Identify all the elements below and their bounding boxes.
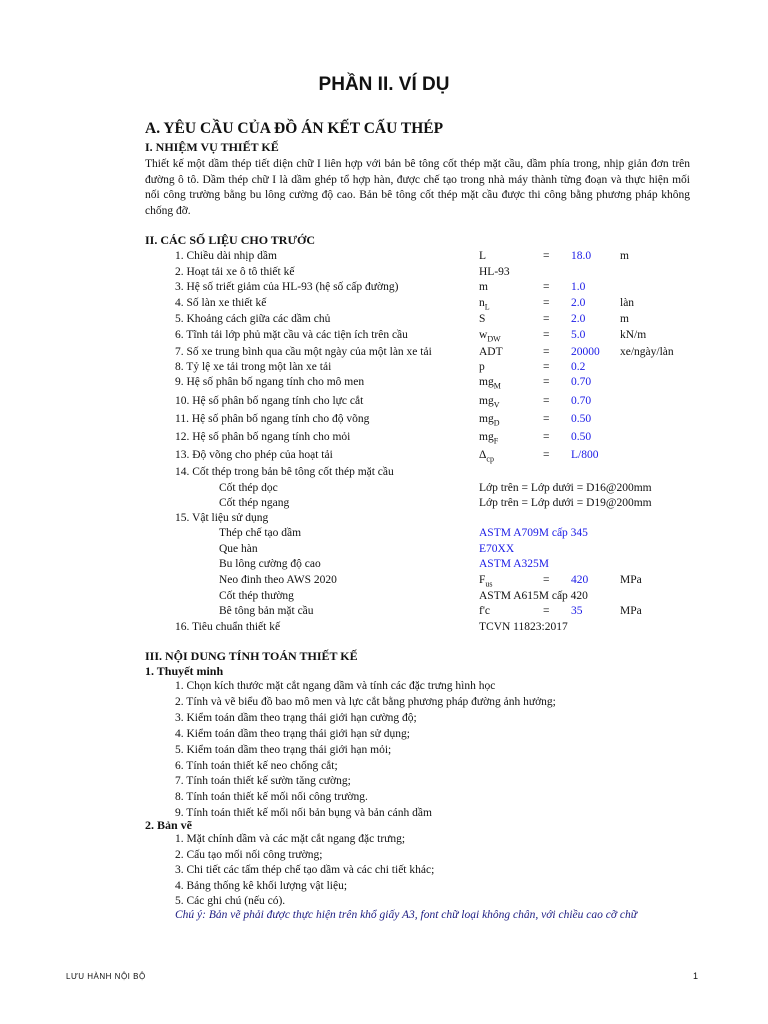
param-name: 6. Tĩnh tải lớp phủ mặt cầu và các tiện ích trên cầu [175, 329, 408, 341]
equals-sign: = [543, 313, 550, 325]
equals-sign: = [543, 431, 550, 443]
equals-sign: = [543, 395, 550, 407]
param-name: 16. Tiêu chuẩn thiết kế [175, 621, 281, 633]
symbol-subscript: F [493, 436, 499, 446]
data-row [0, 449, 768, 465]
data-row [0, 590, 768, 606]
param-value: 420 [571, 574, 589, 586]
symbol-main: p [479, 361, 485, 373]
param-value: 2.0 [571, 297, 586, 309]
param-value: 20000 [571, 346, 600, 358]
param-value: 0.70 [571, 376, 592, 388]
sub-item-value [479, 558, 549, 570]
sub-item-label: Bê tông bản mặt cầu [219, 605, 314, 617]
param-value: 0.2 [571, 361, 586, 373]
param-unit: MPa [620, 605, 642, 617]
symbol-subscript: DW [487, 334, 501, 344]
list-item: 4. Bảng thống kê khối lượng vật liệu; [175, 879, 348, 892]
param-unit: làn [620, 297, 635, 309]
list-item: 3. Chi tiết các tấm thép chế tạo dầm và các chi tiết khác; [175, 864, 435, 876]
data-row [0, 466, 768, 482]
symbol-main: F [479, 574, 486, 586]
equals-sign: = [543, 250, 550, 262]
param-name: 14. Cốt thép trong bản bê tông cốt thép mặt cầu [175, 466, 394, 478]
param-value: 5.0 [571, 329, 586, 341]
data-row [0, 376, 768, 392]
sub-item-value [479, 527, 588, 539]
section-a-heading: A. YÊU CẦU CỦA ĐỒ ÁN KẾT CẤU THÉP [145, 120, 444, 137]
symbol-subscript: cp [486, 454, 494, 464]
param-value: 0.50 [571, 413, 592, 425]
equals-sign: = [543, 449, 550, 461]
sub-item-label: Que hàn [219, 543, 258, 555]
symbol-subscript: L [484, 302, 490, 312]
list-item: 6. Tính toán thiết kế neo chống cắt; [175, 759, 338, 772]
page-number: 1 [693, 971, 699, 981]
param-name: 10. Hệ số phân bố ngang tính cho lực cắt [175, 395, 364, 407]
sub-item-value [479, 543, 514, 555]
param-unit: m [620, 250, 629, 262]
data-row [0, 574, 768, 590]
param-unit: kN/m [620, 329, 647, 341]
equals-sign: = [543, 605, 550, 617]
equals-sign: = [543, 297, 550, 309]
sub-item-label: Cốt thép thường [219, 590, 294, 602]
param-symbol [479, 313, 485, 325]
param-value: 0.50 [571, 431, 592, 443]
data-row [0, 497, 768, 513]
param-unit: xe/ngày/làn [620, 346, 674, 358]
param-value: 2.0 [571, 313, 586, 325]
page-title: PHẦN II. VÍ DỤ [318, 74, 450, 95]
data-row [0, 329, 768, 345]
part3-sub1-heading: 1. Thuyết minh [145, 664, 224, 678]
symbol-main: Δ [479, 449, 487, 461]
param-symbol [479, 395, 499, 409]
list-item: 2. Tính và vẽ biểu đồ bao mô men và lực cắt bằng phương pháp đường ảnh hưởng; [175, 695, 556, 708]
sub-item-label: Bu lông cường độ cao [219, 558, 321, 570]
symbol-main: E70XX [479, 543, 515, 555]
param-symbol [479, 297, 490, 311]
param-name: 12. Hệ số phân bố ngang tính cho mỏi [175, 431, 351, 443]
equals-sign: = [543, 413, 550, 425]
data-row [0, 346, 768, 362]
param-symbol [479, 413, 499, 427]
data-row [0, 361, 768, 377]
param-unit: m [620, 313, 629, 325]
param-symbol [479, 449, 494, 463]
param-symbol [479, 431, 498, 445]
list-item: 3. Kiểm toán dầm theo trạng thái giới hạn cường độ; [175, 711, 417, 724]
symbol-subscript: D [493, 418, 500, 428]
list-item: 7. Tính toán thiết kế sườn tăng cường; [175, 775, 351, 788]
data-row [0, 605, 768, 621]
symbol-main: m [479, 281, 488, 293]
param-name: 3. Hệ số triết giảm của HL-93 (hệ số cấp đường) [175, 281, 399, 293]
part2-heading: II. CÁC SỐ LIỆU CHO TRƯỚC [145, 233, 316, 247]
sub-item-value: Lớp trên = Lớp dưới = D16@200mm [479, 482, 652, 494]
list-item: 2. Cấu tạo mối nối công trường; [175, 848, 323, 861]
data-row [0, 266, 768, 282]
param-value: 1.0 [571, 281, 586, 293]
param-value: 18.0 [571, 250, 592, 262]
sub-item-label: Cốt thép ngang [219, 497, 290, 509]
data-row [0, 621, 768, 637]
data-row [0, 281, 768, 297]
data-row [0, 431, 768, 447]
param-value: L/800 [571, 449, 599, 461]
data-row [0, 413, 768, 429]
sub-item-value [479, 574, 493, 588]
symbol-main: S [479, 313, 486, 325]
param-name: 4. Số làn xe thiết kế [175, 297, 267, 309]
footer-label: LƯU HÀNH NỘI BỘ [66, 972, 146, 981]
data-row [0, 558, 768, 574]
sub-item-label: Cốt thép dọc [219, 482, 278, 494]
param-name: 5. Khoảng cách giữa các dầm chủ [175, 313, 331, 325]
symbol-subscript: M [493, 381, 501, 391]
data-row [0, 482, 768, 498]
symbol-main: n [479, 297, 485, 309]
param-value: 35 [571, 605, 583, 617]
sub-item-value [479, 605, 490, 617]
data-row [0, 527, 768, 543]
data-row [0, 395, 768, 411]
sub-item-label: Thép chế tạo dầm [219, 527, 302, 539]
symbol-main: HL-93 [479, 266, 510, 278]
drawing-note: Chú ý: Bản vẽ phải được thực hiện trên khổ giấy A3, font chữ loại không chân, với chiều cao cỡ chữ [175, 909, 637, 921]
data-row [0, 512, 768, 528]
param-symbol [479, 266, 510, 278]
equals-sign: = [543, 376, 550, 388]
list-item: 4. Kiểm toán dầm theo trạng thái giới hạn sử dụng; [175, 727, 410, 740]
param-name: 15. Vật liệu sử dụng [175, 512, 269, 524]
param-symbol [479, 329, 501, 343]
param-symbol [479, 376, 501, 390]
symbol-main: mg [479, 413, 494, 425]
param-symbol [479, 250, 486, 262]
param-unit: MPa [620, 574, 642, 586]
data-row [0, 313, 768, 329]
equals-sign: = [543, 281, 550, 293]
sub-item-value [479, 590, 588, 602]
param-name: 9. Hệ số phân bố ngang tính cho mô men [175, 376, 365, 388]
list-item: 9. Tính toán thiết kế mối nối bản bụng và bản cánh dầm [175, 807, 432, 820]
part3-heading: III. NỘI DUNG TÍNH TOÁN THIẾT KẾ [145, 649, 358, 663]
list-item: 1. Chọn kích thước mặt cắt ngang dầm và tính các đặc trưng hình học [175, 680, 496, 692]
data-row [0, 250, 768, 266]
param-name: 8. Tỷ lệ xe tải trong một làn xe tải [175, 361, 332, 373]
symbol-main: ADT [479, 346, 503, 358]
param-name: 13. Độ võng cho phép của hoạt tải [175, 449, 333, 461]
symbol-main: mg [479, 395, 494, 407]
param-symbol: TCVN 11823:2017 [479, 621, 568, 633]
symbol-main: ASTM A615M cấp 420 [479, 590, 588, 602]
equals-sign: = [543, 574, 550, 586]
symbol-main: w [479, 329, 488, 341]
data-row [0, 297, 768, 313]
part1-paragraph: Thiết kế một dầm thép tiết diện chữ I liên hợp với bản bê tông cốt thép mặt cầu, dầm phía trong, nhịp giản đơn trên đường ô tô. Dầm thép chữ I là dầm ghép tổ hợp hàn, được chế tạo trong nhà máy thành từng đoạn và thực hiện mối nối công trường bằng bu lông cường độ cao. Bản bê tông cốt thép mặt cầu được thi công bằng phương pháp không chống đỡ. [145, 158, 690, 217]
symbol-main: L [479, 250, 487, 262]
symbol-main: mg [479, 376, 494, 388]
part3-sub2-heading: 2. Bản vẽ [145, 818, 193, 832]
list-item: 5. Các ghi chú (nếu có). [175, 895, 286, 907]
symbol-main: ASTM A325M [479, 558, 549, 570]
equals-sign: = [543, 361, 550, 373]
equals-sign: = [543, 346, 550, 358]
symbol-main: mg [479, 431, 494, 443]
symbol-main: ASTM A709M cấp 345 [479, 527, 588, 539]
list-item: 8. Tính toán thiết kế mối nối công trường. [175, 791, 368, 804]
param-name: 7. Số xe trung bình qua cầu một ngày của một làn xe tải [175, 346, 432, 358]
part1-heading: I. NHIỆM VỤ THIẾT KẾ [145, 140, 279, 154]
symbol-subscript: V [493, 400, 500, 410]
param-name: 11. Hệ số phân bố ngang tính cho độ võng [175, 413, 370, 425]
param-value: 0.70 [571, 395, 592, 407]
symbol-main: f'c [479, 605, 491, 617]
equals-sign: = [543, 329, 550, 341]
param-symbol [479, 281, 488, 293]
param-name: 1. Chiều dài nhịp dầm [175, 250, 277, 262]
param-symbol [479, 361, 485, 373]
list-item: 5. Kiểm toán dầm theo trạng thái giới hạn mỏi; [175, 743, 392, 756]
sub-item-label: Neo đinh theo AWS 2020 [219, 574, 337, 586]
param-name: 2. Hoạt tải xe ô tô thiết kế [175, 266, 295, 278]
sub-item-value: Lớp trên = Lớp dưới = D19@200mm [479, 497, 652, 509]
param-symbol [479, 346, 503, 358]
data-row [0, 543, 768, 559]
symbol-subscript: us [485, 579, 493, 589]
list-item: 1. Mặt chính dầm và các mặt cắt ngang đặc trưng; [175, 833, 406, 845]
